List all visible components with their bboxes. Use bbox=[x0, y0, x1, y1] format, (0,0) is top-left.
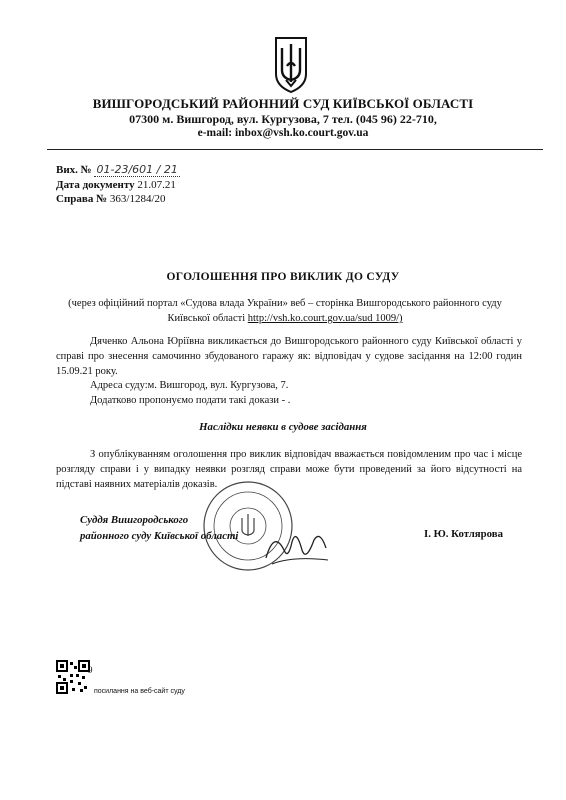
document-date bbox=[56, 179, 176, 191]
page-number: 9 bbox=[88, 665, 93, 675]
coat-of-arms-icon bbox=[273, 36, 309, 94]
judge-title bbox=[80, 512, 238, 544]
judge-name: І. Ю. Котлярова bbox=[424, 528, 503, 540]
evidence-line: Додатково пропонуємо подати такі докази - . bbox=[90, 395, 291, 406]
handwritten-signature bbox=[262, 520, 332, 570]
outgoing-label: Вих. № bbox=[56, 164, 92, 176]
consequences-heading: Наслідки неявки в судове засідання bbox=[199, 421, 367, 433]
date-value: 21.07.21 bbox=[137, 179, 176, 191]
outgoing-value: 01-23/601 / 21 bbox=[96, 163, 178, 176]
case-label: Справа № bbox=[56, 193, 108, 205]
court-address: 07300 м. Вишгород, вул. Кургузова, 7 тел. (045 96) 22-710, bbox=[129, 112, 437, 126]
court-email: e-mail: inbox@vsh.ko.court.gov.ua bbox=[197, 127, 369, 139]
qr-code-icon[interactable] bbox=[56, 660, 90, 694]
case-number bbox=[56, 193, 166, 205]
outgoing-number bbox=[56, 163, 180, 176]
judge-title-line1: Суддя Вишгородського bbox=[80, 514, 189, 526]
portal-link[interactable]: http://vsh.ko.court.gov.ua/sud 1009/) bbox=[247, 313, 403, 324]
portal-text: (через офіційний портал «Судова влада України» веб – сторінка Вишгородського районного суду Київської області bbox=[68, 298, 502, 324]
header-divider bbox=[47, 149, 543, 150]
court-name: ВИШГОРОДСЬКИЙ РАЙОННИЙ СУД КИЇВСЬКОЇ ОБЛАСТІ bbox=[92, 96, 474, 111]
consequences-paragraph: З опублікуванням оголошення про виклик відповідач вважається повідомленим про час і місце розгляду справи і у випадку неявки розгляд справи може бути проведений за його відсутності на підставі наявних матеріалів доказів. bbox=[56, 449, 522, 490]
page-title: ОГОЛОШЕННЯ ПРО ВИКЛИК ДО СУДУ bbox=[166, 271, 400, 283]
case-value: 363/1284/20 bbox=[109, 193, 166, 205]
court-address-line: Адреса суду:м. Вишгород, вул. Кургузова, 7. bbox=[90, 380, 289, 391]
portal-note bbox=[60, 296, 510, 326]
summons-paragraph: Дяченко Альона Юріївна викликається до Вишгородського районного суду Київської області у справі про знесення самочинно збудованого гаражу як: відповідач у судове засідання на 12:00 годин 15.09.21 року. bbox=[56, 336, 522, 377]
judge-title-line2: районного суду Київської області bbox=[80, 530, 239, 542]
qr-caption: посилання на веб-сайт суду bbox=[94, 688, 185, 695]
date-label: Дата документу bbox=[56, 179, 135, 191]
